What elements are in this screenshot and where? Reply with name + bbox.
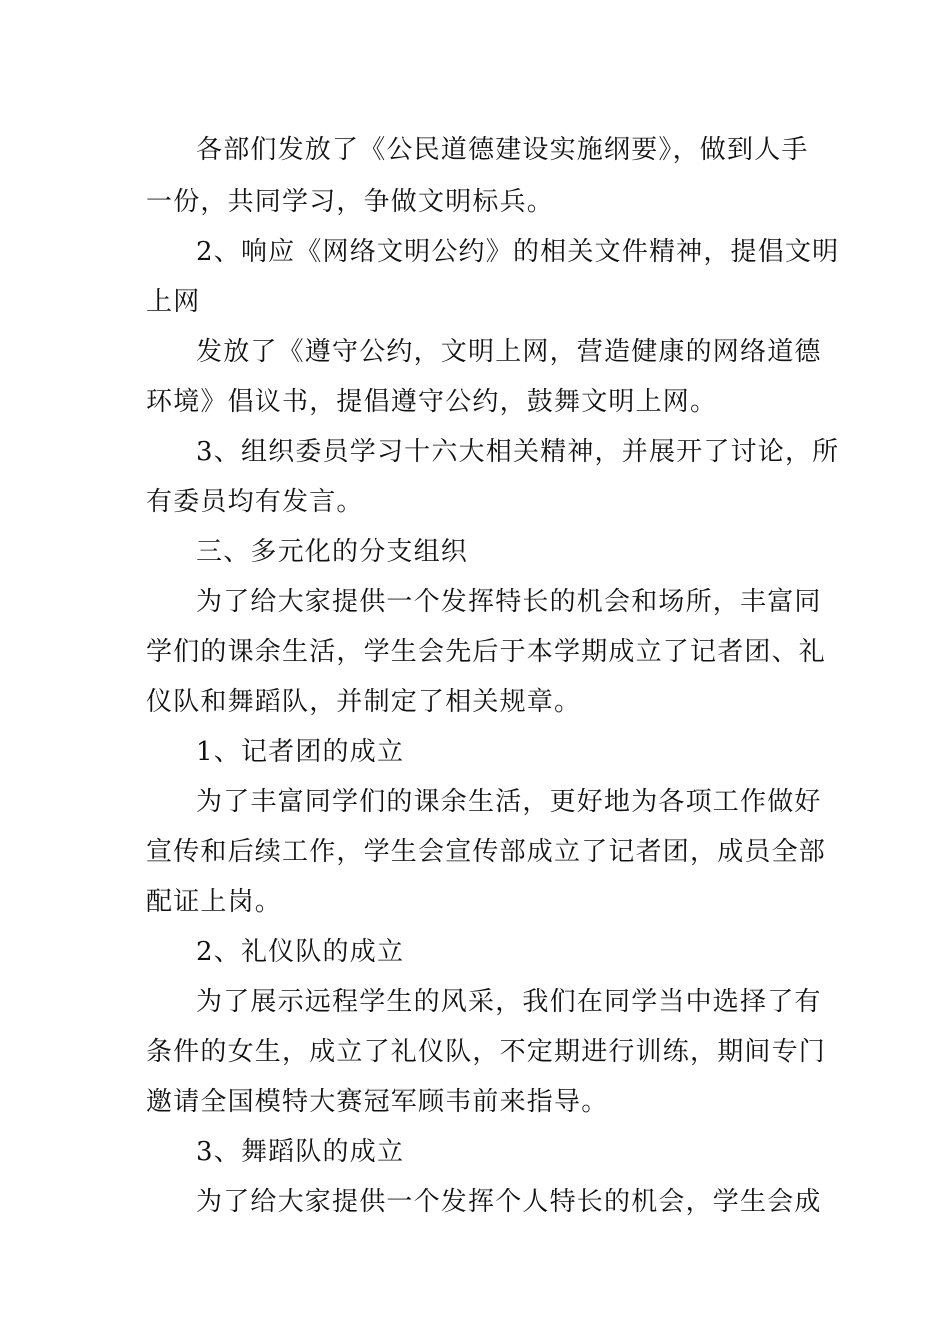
paragraph-line: 宣传和后续工作，学生会宣传部成立了记者团，成员全部 xyxy=(146,837,827,867)
paragraph-line: 配证上岗。 xyxy=(146,887,283,917)
subsection-heading: 2、礼仪队的成立 xyxy=(196,937,405,967)
section-heading: 三、多元化的分支组织 xyxy=(196,537,469,567)
paragraph-line: 环境》倡议书，提倡遵守公约，鼓舞文明上网。 xyxy=(146,387,718,417)
paragraph-line: 学们的课余生活，学生会先后于本学期成立了记者团、礼 xyxy=(146,637,827,667)
paragraph-line: 仪队和舞蹈队，并制定了相关规章。 xyxy=(146,687,582,717)
paragraph-line: 发放了《遵守公约，文明上网，营造健康的网络道德 xyxy=(196,337,822,367)
paragraph-line: 一份，共同学习，争做文明标兵。 xyxy=(146,187,555,217)
paragraph-line: 为了丰富同学们的课余生活，更好地为各项工作做好 xyxy=(196,787,822,817)
paragraph-line: 各部们发放了《公民道德建设实施纲要》，做到人手 xyxy=(196,135,809,165)
paragraph-line: 邀请全国模特大赛冠军顾韦前来指导。 xyxy=(146,1087,609,1117)
list-item-heading: 2、响应《网络文明公约》的相关文件精神，提倡文明 xyxy=(196,237,840,267)
paragraph-line: 为了给大家提供一个发挥特长的机会和场所，丰富同 xyxy=(196,587,822,617)
list-item-heading: 3、组织委员学习十六大相关精神，并展开了讨论，所 xyxy=(196,437,840,467)
subsection-heading: 3、舞蹈队的成立 xyxy=(196,1137,405,1167)
subsection-heading: 1、记者团的成立 xyxy=(196,737,405,767)
paragraph-line: 为了给大家提供一个发挥个人特长的机会，学生会成 xyxy=(196,1187,822,1217)
paragraph-line: 为了展示远程学生的风采，我们在同学当中选择了有 xyxy=(196,987,822,1017)
paragraph-line: 上网 xyxy=(146,287,201,317)
paragraph-line: 条件的女生，成立了礼仪队，不定期进行训练，期间专门 xyxy=(146,1037,827,1067)
paragraph-line: 有委员均有发言。 xyxy=(146,487,364,517)
